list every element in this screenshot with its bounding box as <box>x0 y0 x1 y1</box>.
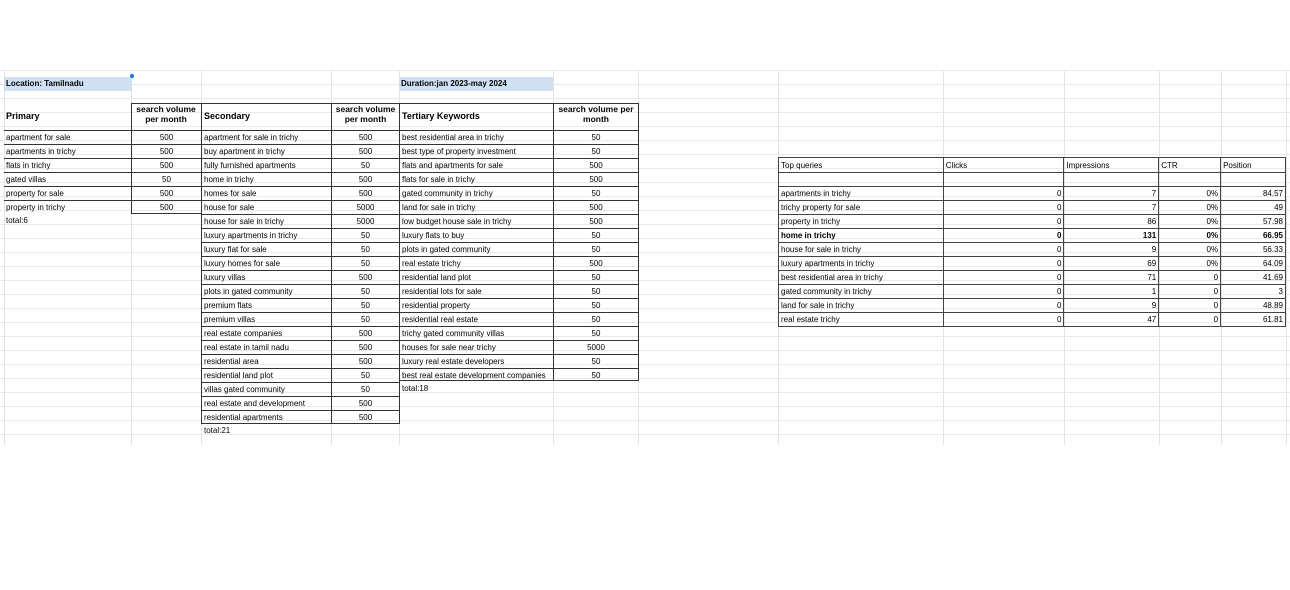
grid-line <box>0 406 1290 407</box>
query-ctr-cell[interactable]: 0 <box>1159 313 1221 327</box>
tertiary-keyword-cell[interactable]: residential lots for sale <box>400 284 553 298</box>
query-clicks-cell[interactable]: 0 <box>943 299 1064 313</box>
query-pos-cell[interactable]: 57.98 <box>1221 215 1286 229</box>
secondary-total[interactable]: total:21 <box>204 426 231 435</box>
primary-volume-cell[interactable]: 500 <box>132 144 201 158</box>
query-ctr-cell[interactable]: 0% <box>1159 243 1221 257</box>
secondary-keyword-cell[interactable]: fully furnished apartments <box>202 158 331 172</box>
secondary-volume-cell[interactable]: 500 <box>332 144 399 158</box>
secondary-volume-cell[interactable]: 50 <box>332 256 399 270</box>
secondary-volume-cell[interactable]: 50 <box>332 284 399 298</box>
query-pos-cell[interactable]: 41.69 <box>1221 271 1286 285</box>
secondary-keyword-cell[interactable]: residential land plot <box>202 368 331 382</box>
queries-col-header[interactable]: Position <box>1221 158 1286 173</box>
grid-line <box>0 364 1290 365</box>
query-clicks-cell[interactable]: 0 <box>943 201 1064 215</box>
grid-line <box>0 434 1290 435</box>
tertiary-keyword-cell[interactable]: residential land plot <box>400 270 553 284</box>
query-pos-cell[interactable]: 3 <box>1221 285 1286 299</box>
primary-volume-cell[interactable]: 500 <box>132 186 201 200</box>
query-clicks-cell[interactable]: 0 <box>943 285 1064 299</box>
query-imp-cell[interactable]: 71 <box>1064 271 1159 285</box>
tertiary-keyword-cell[interactable]: luxury flats to buy <box>400 228 553 242</box>
query-clicks-cell[interactable]: 0 <box>943 257 1064 271</box>
primary-keyword-cell[interactable]: property for sale <box>4 186 131 200</box>
secondary-volume-cell[interactable]: 500 <box>332 172 399 186</box>
secondary-keyword-cell[interactable]: real estate in tamil nadu <box>202 340 331 354</box>
query-ctr-cell[interactable]: 0% <box>1159 201 1221 215</box>
secondary-keyword-cell[interactable]: plots in gated community <box>202 284 331 298</box>
query-pos-cell[interactable]: 48.89 <box>1221 299 1286 313</box>
query-q-cell[interactable]: property in trichy <box>779 215 944 229</box>
tertiary-volume-cell[interactable]: 50 <box>554 326 638 340</box>
secondary-volume-cell[interactable]: 50 <box>332 382 399 396</box>
cell-selection-handle[interactable] <box>130 74 134 78</box>
table-row <box>779 229 1286 243</box>
tertiary-keyword-cell[interactable]: low budget house sale in trichy <box>400 214 553 228</box>
secondary-keyword-cell[interactable]: home in trichy <box>202 172 331 186</box>
primary-volume-cell[interactable]: 500 <box>132 158 201 172</box>
secondary-volume-cell[interactable]: 500 <box>332 326 399 340</box>
query-q-cell[interactable]: house for sale in trichy <box>779 243 944 257</box>
secondary-keyword-cell[interactable]: buy apartment in trichy <box>202 144 331 158</box>
query-ctr-cell[interactable]: 0 <box>1159 285 1221 299</box>
primary-keyword-cell[interactable]: property in trichy <box>4 200 131 214</box>
query-pos-cell[interactable]: 49 <box>1221 201 1286 215</box>
secondary-volume-cell[interactable]: 50 <box>332 368 399 382</box>
tertiary-volume-cell[interactable]: 50 <box>554 354 638 368</box>
secondary-volume-cell[interactable]: 50 <box>332 298 399 312</box>
grid-line <box>0 392 1290 393</box>
query-clicks-cell[interactable]: 0 <box>943 215 1064 229</box>
tertiary-volume-cell[interactable]: 50 <box>554 130 638 144</box>
query-pos-cell[interactable]: 64.09 <box>1221 257 1286 271</box>
tertiary-keyword-cell[interactable]: best residential area in trichy <box>400 130 553 144</box>
query-ctr-cell[interactable]: 0% <box>1159 229 1221 243</box>
tertiary-volume-cell[interactable]: 50 <box>554 368 638 382</box>
secondary-keyword-cell[interactable]: real estate companies <box>202 326 331 340</box>
queries-col-header[interactable]: Clicks <box>943 158 1064 173</box>
secondary-volume-cell[interactable]: 5000 <box>332 214 399 228</box>
tertiary-keyword-cell[interactable]: residential property <box>400 298 553 312</box>
table-row <box>779 299 1286 313</box>
query-q-cell[interactable]: luxury apartments in trichy <box>779 257 944 271</box>
grid-line <box>0 350 1290 351</box>
query-clicks-cell[interactable]: 0 <box>943 271 1064 285</box>
secondary-volume-cell[interactable]: 50 <box>332 242 399 256</box>
table-row <box>779 201 1286 215</box>
tertiary-volume-cell[interactable]: 5000 <box>554 340 638 354</box>
grid-line <box>0 98 1290 99</box>
secondary-keyword-cell[interactable]: residential area <box>202 354 331 368</box>
secondary-keyword-cell[interactable]: luxury apartments in trichy <box>202 228 331 242</box>
query-ctr-cell[interactable]: 0% <box>1159 215 1221 229</box>
grid-line <box>0 70 1290 71</box>
tertiary-volume-cell[interactable]: 50 <box>554 144 638 158</box>
table-cell[interactable] <box>1064 173 1159 187</box>
primary-volume-header-1[interactable]: search volume <box>136 104 196 114</box>
duration-cell[interactable]: Duration:jan 2023-may 2024 <box>399 77 553 91</box>
tertiary-volume-cell[interactable]: 50 <box>554 186 638 200</box>
secondary-keyword-cell[interactable]: luxury flat for sale <box>202 242 331 256</box>
query-imp-cell[interactable]: 47 <box>1064 313 1159 327</box>
tertiary-volume-cell[interactable]: 50 <box>554 284 638 298</box>
query-q-cell[interactable]: gated community in trichy <box>779 285 944 299</box>
primary-total[interactable]: total:6 <box>6 216 28 225</box>
secondary-volume-header-1[interactable]: search volume <box>335 104 396 114</box>
queries-col-header[interactable]: Top queries <box>779 158 944 173</box>
tertiary-volume-cell[interactable]: 500 <box>554 172 638 186</box>
grid-line <box>0 336 1290 337</box>
tertiary-keyword-cell[interactable]: residential real estate <box>400 312 553 326</box>
secondary-volume-cell[interactable]: 500 <box>332 186 399 200</box>
grid-line <box>0 420 1290 421</box>
query-q-cell[interactable]: apartments in trichy <box>779 187 944 201</box>
primary-keyword-cell[interactable]: apartments in trichy <box>4 144 131 158</box>
secondary-keyword-cell[interactable]: luxury homes for sale <box>202 256 331 270</box>
tertiary-volume-header-2[interactable]: month <box>583 114 609 124</box>
query-q-cell[interactable]: land for sale in trichy <box>779 299 944 313</box>
table-row <box>779 313 1286 327</box>
secondary-keyword-cell[interactable]: luxury villas <box>202 270 331 284</box>
query-q-cell[interactable]: home in trichy <box>779 229 944 243</box>
tertiary-keyword-cell[interactable]: plots in gated community <box>400 242 553 256</box>
query-imp-cell[interactable]: 131 <box>1064 229 1159 243</box>
table-cell[interactable] <box>1221 173 1286 187</box>
secondary-keyword-cell[interactable]: house for sale in trichy <box>202 214 331 228</box>
tertiary-keyword-cell[interactable]: real estate trichy <box>400 256 553 270</box>
query-pos-cell[interactable]: 61.81 <box>1221 313 1286 327</box>
primary-volume-cell[interactable]: 500 <box>132 200 201 214</box>
secondary-volume-cell[interactable]: 50 <box>332 158 399 172</box>
query-q-cell[interactable]: real estate trichy <box>779 313 944 327</box>
tertiary-header[interactable]: Tertiary Keywords <box>402 111 480 121</box>
secondary-volume-cell[interactable]: 500 <box>332 396 399 410</box>
query-imp-cell[interactable]: 9 <box>1064 243 1159 257</box>
primary-keyword-cell[interactable]: apartment for sale <box>4 130 131 144</box>
table-row <box>779 173 1286 187</box>
tertiary-keyword-cell[interactable]: land for sale in trichy <box>400 200 553 214</box>
table-row <box>779 257 1286 271</box>
primary-keyword-cell[interactable]: flats in trichy <box>4 158 131 172</box>
query-clicks-cell[interactable]: 0 <box>943 313 1064 327</box>
table-cell[interactable] <box>779 173 944 187</box>
primary-header[interactable]: Primary <box>6 111 40 121</box>
tertiary-volume-cell[interactable]: 50 <box>554 270 638 284</box>
queries-header-row <box>779 158 1286 173</box>
secondary-keyword-cell[interactable]: premium flats <box>202 298 331 312</box>
query-imp-cell[interactable]: 7 <box>1064 201 1159 215</box>
tertiary-keyword-cell[interactable]: luxury real estate developers <box>400 354 553 368</box>
tertiary-keyword-cell[interactable]: flats for sale in trichy <box>400 172 553 186</box>
secondary-keyword-cell[interactable]: residential apartments <box>202 410 331 424</box>
query-pos-cell[interactable]: 66.95 <box>1221 229 1286 243</box>
query-clicks-cell[interactable]: 0 <box>943 187 1064 201</box>
query-ctr-cell[interactable]: 0 <box>1159 271 1221 285</box>
tertiary-keyword-cell[interactable]: best real estate development companies <box>400 368 553 382</box>
primary-volume-header-2[interactable]: per month <box>145 114 187 124</box>
top-queries-table <box>778 157 1286 327</box>
tertiary-volume-header-1[interactable]: search volume per <box>558 104 634 114</box>
queries-col-header[interactable]: Impressions <box>1064 158 1159 173</box>
tertiary-volume-cell[interactable]: 50 <box>554 242 638 256</box>
tertiary-keyword-cell[interactable]: trichy gated community villas <box>400 326 553 340</box>
query-q-cell[interactable]: best residential area in trichy <box>779 271 944 285</box>
query-imp-cell[interactable]: 9 <box>1064 299 1159 313</box>
secondary-volume-cell[interactable]: 500 <box>332 270 399 284</box>
query-clicks-cell[interactable]: 0 <box>943 243 1064 257</box>
secondary-volume-cell[interactable]: 50 <box>332 312 399 326</box>
query-clicks-cell[interactable]: 0 <box>943 229 1064 243</box>
tertiary-volume-cell[interactable]: 500 <box>554 256 638 270</box>
table-row <box>779 285 1286 299</box>
secondary-header[interactable]: Secondary <box>204 111 251 121</box>
tertiary-keyword-cell[interactable]: gated community in trichy <box>400 186 553 200</box>
query-ctr-cell[interactable]: 0% <box>1159 187 1221 201</box>
secondary-keyword-cell[interactable]: premium villas <box>202 312 331 326</box>
secondary-volume-cell[interactable]: 500 <box>332 340 399 354</box>
query-imp-cell[interactable]: 69 <box>1064 257 1159 271</box>
tertiary-volume-cell[interactable]: 500 <box>554 214 638 228</box>
table-row <box>779 215 1286 229</box>
tertiary-volume-cell[interactable]: 50 <box>554 298 638 312</box>
query-ctr-cell[interactable]: 0% <box>1159 257 1221 271</box>
secondary-keyword-cell[interactable]: villas gated community <box>202 382 331 396</box>
query-q-cell[interactable]: trichy property for sale <box>779 201 944 215</box>
secondary-volume-cell[interactable]: 5000 <box>332 200 399 214</box>
secondary-keyword-cell[interactable]: homes for sale <box>202 186 331 200</box>
secondary-volume-cell[interactable]: 50 <box>332 228 399 242</box>
grid-line <box>0 84 1290 85</box>
table-row <box>779 243 1286 257</box>
tertiary-total[interactable]: total:18 <box>402 384 429 393</box>
secondary-volume-cell[interactable]: 500 <box>332 410 399 424</box>
secondary-keyword-cell[interactable]: apartment for sale in trichy <box>202 130 331 144</box>
tertiary-volume-cell[interactable]: 50 <box>554 312 638 326</box>
table-row <box>779 271 1286 285</box>
tertiary-keyword-cell[interactable]: best type of property investment <box>400 144 553 158</box>
secondary-keyword-cell[interactable]: real estate and development <box>202 396 331 410</box>
query-imp-cell[interactable]: 86 <box>1064 215 1159 229</box>
tertiary-keyword-cell[interactable]: houses for sale near trichy <box>400 340 553 354</box>
tertiary-keyword-cell[interactable]: flats and apartments for sale <box>400 158 553 172</box>
grid-line <box>0 378 1290 379</box>
tertiary-volume-cell[interactable]: 50 <box>554 228 638 242</box>
query-imp-cell[interactable]: 7 <box>1064 187 1159 201</box>
query-pos-cell[interactable]: 84.57 <box>1221 187 1286 201</box>
tertiary-volume-cell[interactable]: 500 <box>554 200 638 214</box>
table-row <box>779 187 1286 201</box>
secondary-volume-cell[interactable]: 500 <box>332 130 399 144</box>
secondary-volume-cell[interactable]: 500 <box>332 354 399 368</box>
tertiary-volume-cell[interactable]: 500 <box>554 158 638 172</box>
table-cell[interactable] <box>1159 173 1221 187</box>
primary-volume-cell[interactable]: 50 <box>132 172 201 186</box>
secondary-volume-header-2[interactable]: per month <box>344 114 387 124</box>
query-imp-cell[interactable]: 1 <box>1064 285 1159 299</box>
query-ctr-cell[interactable]: 0 <box>1159 299 1221 313</box>
secondary-keyword-cell[interactable]: house for sale <box>202 200 331 214</box>
query-pos-cell[interactable]: 56.33 <box>1221 243 1286 257</box>
primary-volume-cell[interactable]: 500 <box>132 130 201 144</box>
queries-col-header[interactable]: CTR <box>1159 158 1221 173</box>
primary-keyword-cell[interactable]: gated villas <box>4 172 131 186</box>
location-cell[interactable]: Location: Tamilnadu <box>4 77 132 91</box>
table-cell[interactable] <box>943 173 1064 187</box>
